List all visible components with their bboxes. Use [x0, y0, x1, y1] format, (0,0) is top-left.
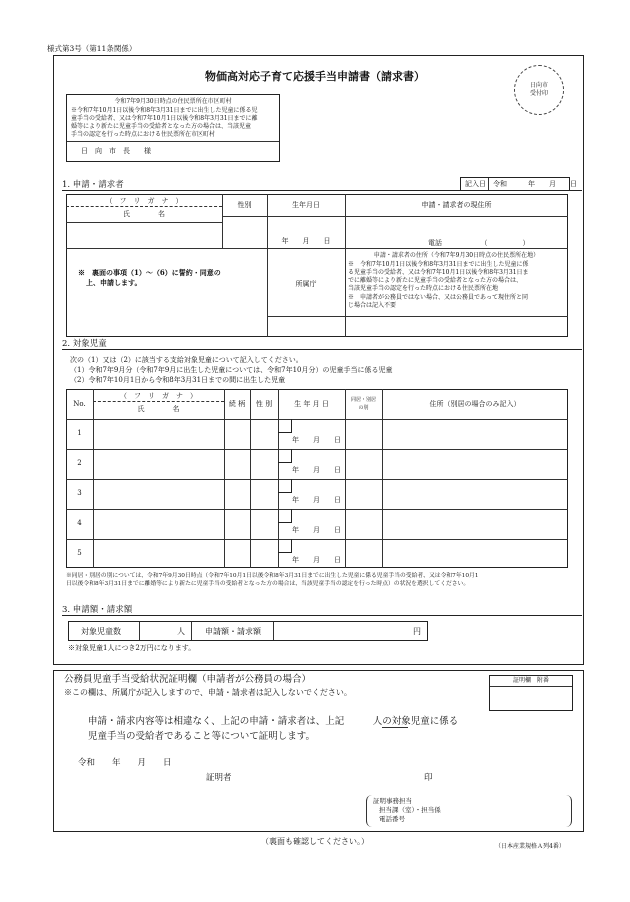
contact-line1: 証明事務担当	[373, 797, 412, 805]
pledge-line2: 上、申請します。	[86, 278, 142, 287]
row-no: 1	[77, 429, 82, 437]
child-col-div-rel	[250, 389, 251, 568]
seal-mark: 印	[424, 773, 433, 783]
cert-stamp-box	[489, 675, 573, 711]
row-ymd: 年 月 日	[292, 526, 341, 534]
address-box	[66, 94, 280, 162]
certification-body2: 児童手当の受給者であること等について証明します。	[88, 731, 316, 742]
row-ymd: 年 月 日	[292, 496, 341, 504]
section2-item2: （2）令和7年10月1日から令和8年3月31日までの間に出生した児童	[70, 376, 286, 384]
col-gender: 性 別	[255, 400, 273, 408]
address-note-4: 手当の認定を行った時点における住民票所在市区町村	[71, 131, 216, 138]
furigana-divider	[66, 206, 222, 207]
row-no: 3	[77, 489, 82, 497]
row-no: 5	[77, 549, 82, 557]
name-header-divider	[66, 222, 222, 223]
section2-intro: 次の（1）又は（2）に該当する支給対象児童について記入してください。	[70, 356, 303, 364]
col-name: 氏 名	[137, 405, 180, 413]
child-row-divider-2	[66, 479, 568, 480]
certifier-label: 証明者	[206, 773, 232, 783]
entry-date-box[interactable]	[460, 177, 577, 191]
certification-title: 公務員児童手当受給状況証明欄（申請者が公務員の場合）	[64, 674, 312, 685]
header-divider	[222, 216, 568, 217]
address-label: 申請・請求者の現住所	[421, 201, 492, 209]
affiliation-divider	[267, 316, 568, 317]
residence-note1-1: ※ 令和7年10月1日以後令和8年3月31日までに出生した児童に係	[348, 261, 529, 268]
amount-table	[68, 621, 428, 641]
paper-spec: （日本産業規格Ａ列4番）	[495, 843, 565, 850]
dob-era-box	[278, 509, 292, 523]
residence-note1-3: でに離婚等により新たに児童手当の受給者となった方の場合は、	[348, 277, 523, 284]
address-divider	[67, 141, 279, 142]
residence-note1-2: る児童手当の受給者、又は令和7年10月1日以後令和8年3月31日ま	[348, 269, 529, 276]
dob-era-box	[278, 419, 292, 433]
address-box-header: 令和7年9月30日時点の住民票所在市区町村	[114, 98, 232, 105]
section3-note: ※対象児童1人につき2万円になります。	[68, 644, 196, 652]
dob-era-box	[278, 449, 292, 463]
row-ymd: 年 月 日	[292, 556, 341, 564]
row-ymd: 年 月 日	[292, 466, 341, 474]
certification-date: 令和 年 月 日	[78, 758, 172, 768]
gender-label: 性別	[237, 201, 252, 209]
furigana-label: （ フ リ ガ ナ ）	[105, 197, 183, 205]
contact-bracket	[366, 795, 572, 827]
residence-note2-1: ※ 申請者が公務員ではない場合、又は公務員であって現住所と同	[348, 294, 528, 301]
residence-note1-4: 当該児童手当の認定を行った時点における住民票所在地	[348, 285, 499, 292]
residence-header: 申請・請求者の住所（令和7年9月30日時点の住民票所在地）	[373, 252, 540, 259]
receipt-stamp-circle	[514, 65, 564, 115]
col-sep-1: 同居・別居	[350, 397, 376, 403]
section2-footnote2: 日以後令和8年3月31日までに離婚等により新たに児童手当の受給者となった方の場合は、当該児童手当の認定を行った時点）の状況を選択してください。	[66, 581, 470, 587]
affiliation-label: 所属庁	[295, 280, 317, 288]
col-furigana: （ フ リ ガ ナ ）	[120, 392, 197, 400]
amount-div-2	[191, 622, 192, 640]
cert-stamp-label: 証明欄 附番	[512, 677, 549, 684]
dob-label: 生年月日	[292, 201, 320, 209]
address-note-2: 童手当の受給者、又は令和7年10月1日以後令和8年3月31日までに離	[71, 115, 258, 122]
mayor-addressee: 日 向 市 長 様	[81, 147, 151, 155]
certification-body1: 申請・請求内容等は相違なく、上記の申請・請求者は、上記 人の対象児童に係る	[88, 716, 459, 727]
child-col-div-no	[93, 389, 94, 568]
col-address: 住所（別居の場合のみ記入）	[429, 400, 521, 408]
col-no: No.	[73, 400, 86, 408]
address-note-3: 婚等により新たに児童手当の受給者となった方の場合は、当該児童	[71, 123, 252, 130]
child-col-div-sep	[382, 389, 383, 568]
entry-date-value: 令和 年 月 日	[493, 180, 577, 188]
col-relation: 続 柄	[228, 400, 246, 408]
col-dob: 生 年 月 日	[294, 400, 329, 408]
child-row-divider-1	[66, 449, 568, 450]
amount-div-3	[273, 622, 274, 640]
child-row-divider-4	[66, 539, 568, 540]
child-col-div-name	[224, 389, 225, 568]
back-note: （裏面も確認してください。）	[261, 837, 369, 846]
contact-line3: 電話番号	[379, 815, 405, 823]
applicant-row-divider	[66, 248, 568, 249]
col-sep-2: の別	[358, 405, 369, 411]
row-no: 2	[77, 459, 82, 467]
amount-div-1	[139, 622, 140, 640]
stamp-line1: 日向市	[529, 82, 548, 89]
entry-date-label: 記入日	[465, 180, 486, 188]
dob-ymd: 年 月 日	[281, 237, 331, 245]
children-header-divider	[66, 419, 568, 420]
contact-line2: 担当課（室）・担当係	[379, 806, 441, 814]
child-furigana-divider	[93, 401, 224, 402]
residence-note2-2: じ場合は記入不要	[348, 302, 397, 309]
phone-label: 電話 （ ）	[428, 239, 530, 247]
pledge-line1: ※ 裏面の事項（1）～（6）に誓約・同意の	[78, 268, 221, 277]
section1-heading: 1. 申請・請求者	[62, 180, 582, 191]
cert-stamp-divider	[490, 686, 572, 687]
entry-date-divider	[488, 178, 489, 190]
row-ymd: 年 月 日	[292, 436, 341, 444]
form-title: 物価高対応子育て応援手当申請書（請求書）	[205, 70, 425, 83]
row-no: 4	[77, 519, 82, 527]
stamp-line2: 受付印	[529, 90, 548, 97]
cert-count-underline	[382, 727, 408, 728]
dob-era-box	[278, 479, 292, 493]
child-col-div-dob	[345, 389, 346, 568]
dob-era-box	[278, 539, 292, 553]
address-note-1: ※令和7年10月1日以後令和8年3月31日までに出生した児童に係る児	[71, 107, 258, 114]
count-label: 対象児童数	[81, 627, 121, 636]
section2-heading: 2. 対象児童	[62, 339, 582, 350]
child-row-divider-3	[66, 509, 568, 510]
section3-heading: 3. 申請額・請求額	[62, 605, 582, 616]
amount-label: 申請額・請求額	[205, 627, 261, 636]
section2-item1: （1）令和7年9月分（令和7年9月に出生した児童については、令和7年10月分）の児童手当に係る児童	[70, 366, 393, 374]
form-number: 様式第3号（第11条関係）	[47, 44, 137, 53]
name-label: 氏 名	[123, 210, 165, 218]
section2-footnote1: ※同居・別居の別については、令和7年9月30日時点（令和7年10月1日以後令和8年3月31日までに出生した児童に係る児童手当の受給者、又は令和7年10月1	[66, 573, 479, 579]
certification-note: ※この欄は、所属庁が記入しますので、申請・請求者は記入しないでください。	[64, 688, 352, 697]
count-unit: 人	[177, 627, 185, 636]
amount-unit: 円	[413, 627, 421, 636]
